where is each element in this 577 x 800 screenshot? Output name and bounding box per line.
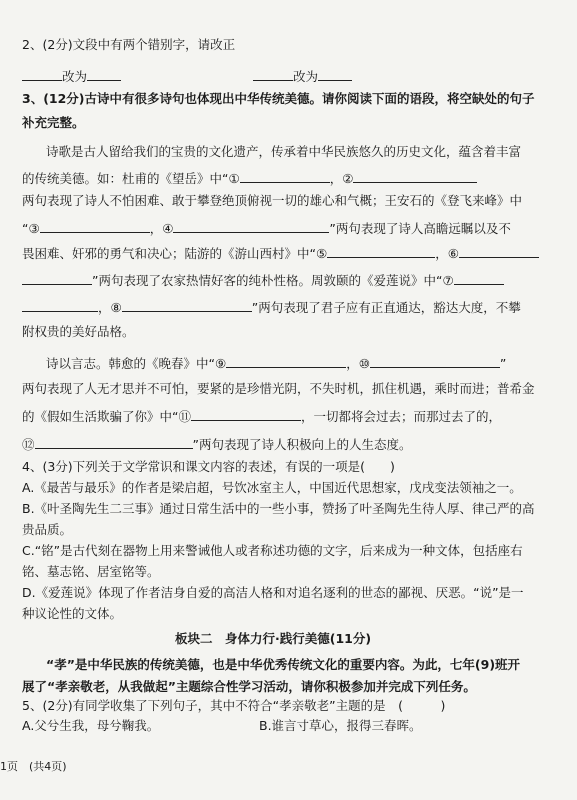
- blank-12[interactable]: [35, 434, 193, 449]
- q3-paragraph-line: 附权贵的美好品格。: [22, 324, 135, 339]
- q3-paragraph-line: 的传统美德。如：杜甫的《望岳》中“① ，②: [22, 168, 477, 188]
- fix-label-2: 改为: [292, 69, 318, 84]
- q3-title: 3、(12分)古诗中有很多诗句也体现出中华传统美德。请你阅读下面的语段，将空缺处的句子: [22, 91, 535, 106]
- q3-title-cont: 补充完整。: [22, 115, 85, 130]
- q4-option-b-cont: 贵品质。: [22, 522, 73, 537]
- blank-11[interactable]: [191, 406, 301, 421]
- blank-2[interactable]: [353, 168, 477, 183]
- blank-1[interactable]: [240, 168, 330, 183]
- blank-correct-char-1[interactable]: [87, 66, 121, 81]
- q3-paragraph-line: 的《假如生活欺骗了你》中“⑪ ，一切都将会过去；而那过去了的，: [22, 406, 501, 426]
- q3-paragraph-line: ⑫ ”两句表现了诗人积极向上的人生态度。: [22, 434, 412, 454]
- blank-3[interactable]: [40, 218, 150, 233]
- q5-title: 5、(2分)有同学收集了下列句子，其中不符合“孝亲敬老”主题的是 ( ): [22, 698, 446, 713]
- blank-10[interactable]: [370, 353, 500, 368]
- q4-option-b[interactable]: B.《叶圣陶先生二三事》通过日常生活中的一些小事，赞扬了叶圣陶先生待人厚、律己严的高: [22, 501, 535, 516]
- page-number: 1页 (共4页): [0, 760, 67, 773]
- q2-fix-row: [22, 66, 352, 86]
- q4-option-c[interactable]: C.“铭”是古代刻在器物上用来警诫他人或者称述功德的文字，后来成为一种文体，包括座右: [22, 543, 523, 558]
- q4-option-c-cont: 铭、墓志铭、居室铭等。: [22, 564, 160, 579]
- blank-8[interactable]: [122, 297, 252, 312]
- q5-option-a[interactable]: A.父兮生我，母兮鞠我。: [22, 718, 160, 733]
- blank-5[interactable]: [327, 243, 435, 258]
- q3-paragraph-line: 诗以言志。韩愈的《晚春》中“⑨ ，⑩ ”: [46, 353, 506, 373]
- q4-title: 4、(3分)下列关于文学常识和课文内容的表述，有误的一项是( ): [22, 459, 395, 474]
- q4-option-a[interactable]: A.《最苦与最乐》的作者是梁启超，号饮冰室主人，中国近代思想家，戊戌变法领袖之一。: [22, 480, 522, 495]
- section-heading: 板块二 身体力行·践行美德(11分): [175, 631, 372, 646]
- q3-paragraph-line: ，⑧ ”两句表现了君子应有正直通达，豁达大度，不攀: [22, 297, 521, 317]
- q3-paragraph-line: 两句表现了人无才思并不可怕，要紧的是珍惜光阴，不失时机，抓住机遇，乘时而进；普希金: [22, 381, 535, 396]
- q5-option-b[interactable]: B.谁言寸草心，报得三春晖。: [259, 718, 422, 733]
- section-intro: “孝”是中华民族的传统美德，也是中华优秀传统文化的重要内容。为此，七年(9)班开: [46, 657, 521, 672]
- q3-paragraph-line: 两句表现了诗人不怕困难、敢于攀登绝顶俯视一切的雄心和气概；王安石的《登飞来峰》中: [22, 193, 523, 208]
- q4-option-d[interactable]: D.《爱莲说》体现了作者洁身自爱的高洁人格和对追名逐利的世态的鄙视、厌恶。“说”是一: [22, 585, 524, 600]
- blank-correct-char-2[interactable]: [318, 66, 352, 81]
- q2-title: 2、(2分)文段中有两个错别字，请改正: [22, 37, 236, 52]
- blank-wrong-char-1[interactable]: [22, 66, 62, 81]
- blank-6-cont[interactable]: [22, 270, 92, 285]
- q3-paragraph-line: “③ ，④ ”两句表现了诗人高瞻远瞩以及不: [22, 218, 511, 238]
- section-intro-cont: 展了“孝亲敬老，从我做起”主题综合性学习活动，请你积极参加并完成下列任务。: [22, 679, 476, 694]
- blank-7-cont[interactable]: [22, 297, 98, 312]
- blank-wrong-char-2[interactable]: [253, 66, 293, 81]
- fix-label-1: 改为: [62, 69, 88, 84]
- q3-paragraph-line: ”两句表现了农家热情好客的纯朴性格。周敦颐的《爱莲说》中“⑦: [22, 270, 504, 290]
- q3-paragraph-line: 诗歌是古人留给我们的宝贵的文化遗产，传承着中华民族悠久的历史文化，蕴含着丰富: [46, 144, 522, 159]
- blank-9[interactable]: [226, 353, 346, 368]
- blank-6[interactable]: [459, 243, 539, 258]
- q4-option-d-cont: 种议论性的文体。: [22, 606, 123, 621]
- q3-paragraph-line: 畏困难、奸邪的勇气和决心；陆游的《游山西村》中“⑤ ，⑥: [22, 243, 539, 263]
- blank-7[interactable]: [454, 270, 504, 285]
- blank-4[interactable]: [173, 218, 329, 233]
